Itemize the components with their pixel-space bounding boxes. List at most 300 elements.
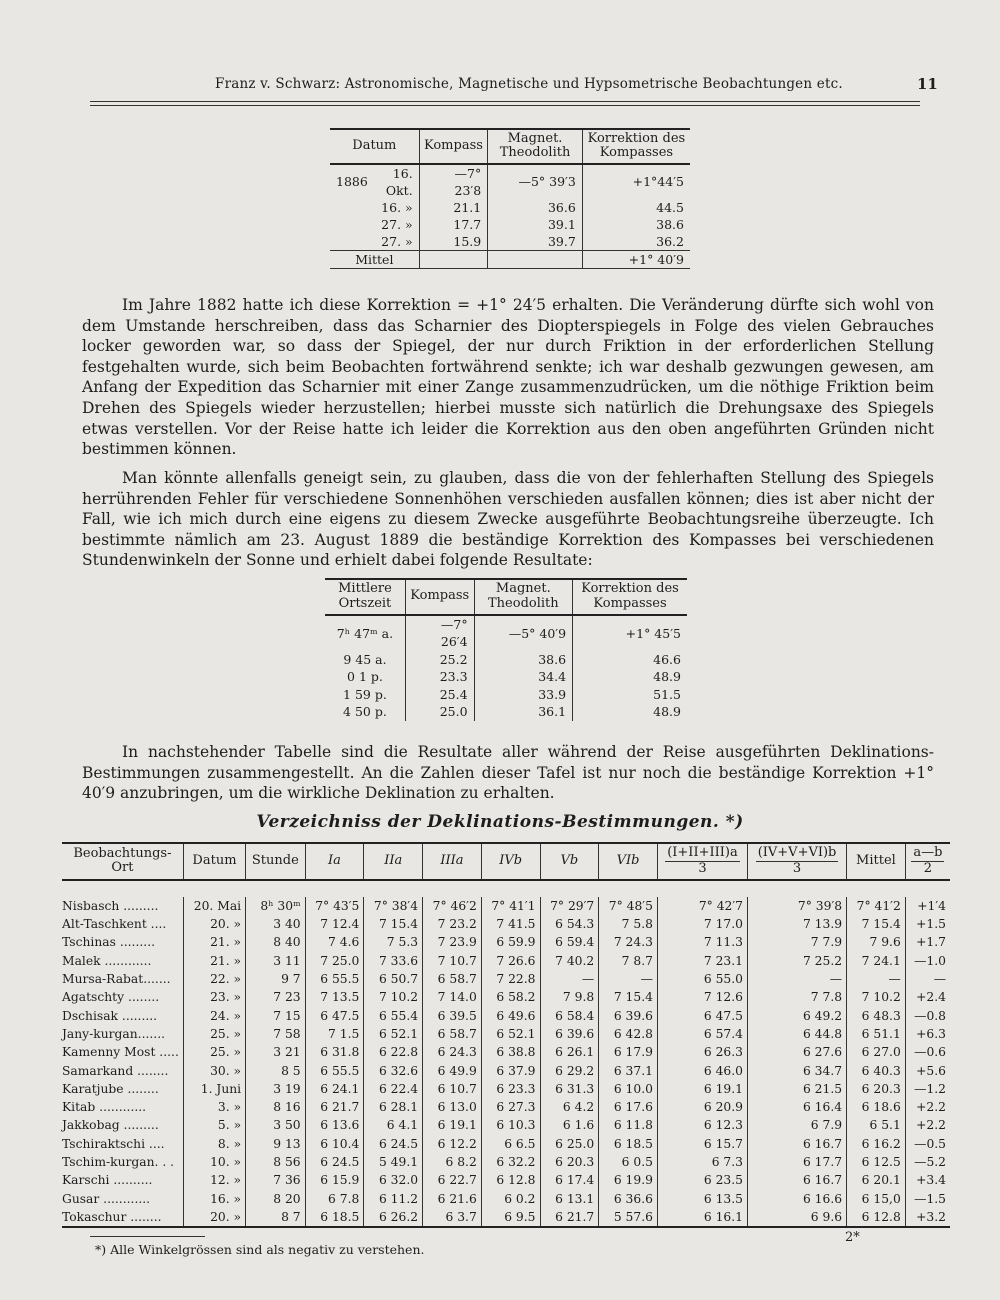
table-cell: 8ʰ 30ᵐ [246, 897, 306, 915]
table-cell: 7° 46′2 [423, 897, 482, 915]
col-stunde: Stunde [246, 843, 306, 880]
table-cell: 6 26.1 [540, 1043, 599, 1061]
col-mean-b [747, 843, 846, 880]
table-cell: — [540, 970, 599, 988]
table-cell: 6 17.6 [599, 1098, 658, 1116]
table-cell: 6 0.2 [481, 1190, 540, 1208]
table3-caption: Verzeichniss der Deklinations-Bestimmungen. *) [256, 812, 744, 832]
running-title: Franz v. Schwarz: Astronomische, Magnetische und Hypsometrische Beobachtungen etc. [215, 76, 843, 92]
table-row [330, 216, 690, 233]
table-cell: 6 19.1 [423, 1116, 482, 1134]
table-cell: 7 7.9 [747, 933, 846, 951]
table-cell: — [747, 970, 846, 988]
table-cell: 7° 29′7 [540, 897, 599, 915]
table-cell: 6 17.4 [540, 1171, 599, 1189]
table-cell: 1. Juni [183, 1080, 245, 1098]
table-cell: Malek ............ [62, 953, 152, 968]
table-cell: 6 51.1 [847, 1025, 906, 1043]
table-cell: 6 38.8 [481, 1043, 540, 1061]
table-cell: 6 58.4 [540, 1007, 599, 1025]
col-ivb: IVb [481, 843, 540, 880]
table-cell [330, 216, 374, 233]
table-cell: —5° 39′3 [488, 165, 583, 199]
col-datum: Datum [330, 129, 419, 164]
paragraph-3 [82, 742, 934, 804]
table-cell: 36.1 [474, 703, 572, 721]
paragraph-3-text: In nachstehender Tabelle sind die Resultate aller während der Reise ausgeführten Deklinations-Bestimmungen zusammengestellt. An die Zahlen dieser Tafel ist nur noch die beständige Korrektion +1° 40′9 anzubringen, um die wirkliche Deklination zu erhalten. [82, 743, 934, 803]
table-cell: 7 12.6 [657, 988, 747, 1006]
table-cell: 6 19.9 [599, 1171, 658, 1189]
col-theodolith: Magnet. Theodolith [474, 579, 572, 615]
table-cell: Jakkobag ......... [62, 1118, 159, 1133]
table-cell: 7 36 [246, 1171, 306, 1189]
table-cell: 7° 41′2 [847, 897, 906, 915]
table-cell: 6 15.9 [305, 1171, 364, 1189]
table-cell: 8 7 [246, 1208, 306, 1227]
table-cell: 7 24.3 [599, 933, 658, 951]
col-ortszeit: Mittlere Ortszeit [325, 579, 405, 615]
table-cell: 25.0 [405, 703, 474, 721]
mittel-empty-1 [419, 250, 488, 268]
table-cell: Karatjube ........ [62, 1081, 159, 1096]
col-kompass: Kompass [419, 129, 488, 164]
col-vib: VIb [599, 843, 658, 880]
table-cell: 7 7.8 [747, 988, 846, 1006]
table-cell: 7 23.2 [423, 915, 482, 933]
table-cell: 6 58.7 [423, 970, 482, 988]
table-cell: 20. » [183, 1208, 245, 1227]
table-cell: 9 7 [246, 970, 306, 988]
table-cell: Karschi .......... [62, 1173, 153, 1188]
table-cell: 6 11.2 [364, 1190, 423, 1208]
table-cell: 6 22.7 [423, 1171, 482, 1189]
table-cell: 6 24.3 [423, 1043, 482, 1061]
table-cell: 7ʰ 47ᵐ a. [336, 625, 394, 641]
table-cell: 6 37.9 [481, 1062, 540, 1080]
table-cell: 25. » [183, 1025, 245, 1043]
table-cell: 7° 43′5 [305, 897, 364, 915]
table-cell: 46.6 [573, 651, 687, 669]
page-number: 11 [917, 75, 938, 93]
table-cell: 8 56 [246, 1153, 306, 1171]
table-cell: 8 16 [246, 1098, 306, 1116]
col-vb: Vb [540, 843, 599, 880]
table-cell: 6 21.7 [540, 1208, 599, 1227]
table-cell: 3 21 [246, 1043, 306, 1061]
table-cell: 0 1 p. [347, 669, 383, 685]
table-row [325, 703, 687, 721]
table-cell: —0.5 [905, 1135, 950, 1153]
table-cell: —1.0 [905, 952, 950, 970]
table-cell: 6 9.5 [481, 1208, 540, 1227]
table-cell: 6 55.0 [657, 970, 747, 988]
table-cell: +3.2 [905, 1208, 950, 1227]
table-cell: 6 46.0 [657, 1062, 747, 1080]
table-cell [330, 199, 374, 216]
table-cell: +2.4 [905, 988, 950, 1006]
table-cell: 6 21.6 [423, 1190, 482, 1208]
table-cell: 6 26.2 [364, 1208, 423, 1227]
table-cell: 6 16.4 [747, 1098, 846, 1116]
table-cell: Kitab ............ [62, 1100, 147, 1115]
mean-b-numerator: (IV+V+VI)b [757, 845, 837, 860]
table-cell: 25.2 [405, 651, 474, 669]
table-row [62, 1025, 950, 1043]
compass-correction-table-1886 [330, 128, 690, 269]
table-cell: Alt-Taschkent .... [62, 917, 167, 932]
table-cell: Dschisak ......... [62, 1008, 158, 1023]
table-cell: 7 5.8 [599, 915, 658, 933]
table-cell: 6 22.8 [364, 1043, 423, 1061]
table-cell: 7 33.6 [364, 952, 423, 970]
table-cell: 6 26.3 [657, 1043, 747, 1061]
table-cell: 6 10.7 [423, 1080, 482, 1098]
table-cell: 6 3.7 [423, 1208, 482, 1227]
diff-denominator: 2 [923, 860, 933, 876]
table-cell: 6 20.9 [657, 1098, 747, 1116]
footnote-rule [90, 1236, 205, 1237]
table-cell: 7 24.1 [847, 952, 906, 970]
table-cell: 7 4.6 [305, 933, 364, 951]
table-row [325, 668, 687, 686]
table-cell: 6 39.5 [423, 1007, 482, 1025]
mittel-row [330, 250, 690, 268]
declination-table [62, 842, 950, 1228]
table-cell: 6 27.0 [847, 1043, 906, 1061]
col-ort: Beobachtungs-Ort [62, 843, 183, 880]
col-korrektion: Korrektion des Kompasses [573, 579, 687, 615]
table-cell: +3.4 [905, 1171, 950, 1189]
table-cell: +2.2 [905, 1116, 950, 1134]
table-row [62, 1135, 950, 1153]
table-cell: 6 21.7 [305, 1098, 364, 1116]
table-cell: 4 50 p. [343, 704, 387, 720]
table-row [62, 915, 950, 933]
mittel-empty-2 [488, 250, 583, 268]
table-cell: Samarkand ........ [62, 1063, 169, 1078]
paragraph-1-text: Im Jahre 1882 hatte ich diese Korrektion = +1° 24′5 erhalten. Die Veränderung dürfte sich wohl von dem Umstande herschreiben, dass das Scharnier des Diopterspiegels in Folge des vielen Gebrauches locker geworden war, so dass der Spiegel, der nur durch Friktion in der erforderlichen Stellung festgehalten wurde, sich beim Beobachten fortwährend senkte; ich war deshalb gezwungen gewesen, am Anfang der Expedition das Scharnier mit einer Zange zusammenzudrücken, um die nöthige Friktion beim Drehen des Spiegels wieder herzustellen; hierbei musste sich natürlich die Drehungsaxe des Spiegels etwas verstellen. Vor der Reise hatte ich leider die Korrektion aus den oben angeführten Gründen nicht bestimmen können. [82, 296, 934, 459]
table-cell: 3 11 [246, 952, 306, 970]
mittel-label: Mittel [330, 250, 419, 268]
table-cell: 20. » [183, 915, 245, 933]
table-cell: 6 13.5 [657, 1190, 747, 1208]
table-cell: 6 20.3 [540, 1153, 599, 1171]
table-cell: 6 0.5 [599, 1153, 658, 1171]
spacer-row [62, 880, 950, 897]
table-cell: Tokaschur ........ [62, 1208, 183, 1227]
table-cell: 6 10.0 [599, 1080, 658, 1098]
table-cell: 15.9 [419, 233, 488, 251]
table-cell: 8 20 [246, 1190, 306, 1208]
table-cell: 6 40.3 [847, 1062, 906, 1080]
diff-numerator: a—b [913, 845, 943, 860]
table-cell: 7 9.6 [847, 933, 906, 951]
table-cell: 6 32.0 [364, 1171, 423, 1189]
table-cell: 6 39.6 [540, 1025, 599, 1043]
table-cell: 7° 39′8 [747, 897, 846, 915]
table-cell: 7 14.0 [423, 988, 482, 1006]
table-cell: 6 34.7 [747, 1062, 846, 1080]
table2-body [325, 615, 687, 721]
table-cell: 6 12.2 [423, 1135, 482, 1153]
table-cell: 48.9 [573, 668, 687, 686]
table-cell: 7° 42′7 [657, 897, 747, 915]
table-cell: 6 39.6 [599, 1007, 658, 1025]
mittel-value: +1° 40′9 [582, 250, 690, 268]
table-cell: 17.7 [419, 216, 488, 233]
table-cell: +5.6 [905, 1062, 950, 1080]
footnote: *) Alle Winkelgrössen sind als negativ zu verstehen. [95, 1242, 425, 1257]
table-cell: 24. » [183, 1007, 245, 1025]
table-cell: 6 59.4 [540, 933, 599, 951]
table-cell: Gusar ............ [62, 1191, 151, 1206]
table-cell: 6 15.7 [657, 1135, 747, 1153]
table-cell: 7° 48′5 [599, 897, 658, 915]
table-cell: 6 27.6 [747, 1043, 846, 1061]
table-row [62, 1062, 950, 1080]
table-cell: 6 9.6 [747, 1208, 846, 1227]
table-cell: 7 22.8 [481, 970, 540, 988]
table-cell: —5.2 [905, 1153, 950, 1171]
table-cell: 7 10.2 [847, 988, 906, 1006]
mean-b-denominator: 3 [792, 860, 802, 876]
table-cell: 6 21.5 [747, 1080, 846, 1098]
table-cell: 6 12.8 [481, 1171, 540, 1189]
table-cell: +1.5 [905, 915, 950, 933]
table-cell: 6 20.3 [847, 1080, 906, 1098]
table-cell: 6 31.8 [305, 1043, 364, 1061]
table-cell: 3 50 [246, 1116, 306, 1134]
table-row [62, 897, 950, 915]
table-cell: 6 16.2 [847, 1135, 906, 1153]
table-cell: 6 13.1 [540, 1190, 599, 1208]
table-cell: 7 23.9 [423, 933, 482, 951]
table-cell: 7° 38′4 [364, 897, 423, 915]
col-iia: IIa [364, 843, 423, 880]
table-cell: —7° 23′8 [419, 165, 488, 199]
table-cell: 6 4.1 [364, 1116, 423, 1134]
table-row [330, 165, 690, 199]
table-cell: 12. » [183, 1171, 245, 1189]
table-row [62, 1043, 950, 1061]
table-cell: — [599, 970, 658, 988]
paragraph-2 [82, 468, 934, 571]
table-cell: 44.5 [582, 199, 690, 216]
table-cell: 23. » [183, 988, 245, 1006]
table-cell: 6 55.5 [305, 1062, 364, 1080]
table-cell: 6 11.8 [599, 1116, 658, 1134]
table-cell: 6 37.1 [599, 1062, 658, 1080]
table-cell: 6 12.8 [847, 1208, 906, 1227]
table-cell: 6 15,0 [847, 1190, 906, 1208]
table-cell: 36.2 [582, 233, 690, 251]
col-ia: Ia [305, 843, 364, 880]
col-theodolith: Magnet. Theodolith [488, 129, 583, 164]
table-cell: Nisbasch ......... [62, 898, 159, 913]
table-cell: 6 16.7 [747, 1171, 846, 1189]
table-cell: 6 22.4 [364, 1080, 423, 1098]
table-row [62, 1098, 950, 1116]
table-row [62, 952, 950, 970]
table-cell: —0.6 [905, 1043, 950, 1061]
table-cell: 6 55.4 [364, 1007, 423, 1025]
table-cell: 36.6 [488, 199, 583, 216]
table-cell: 20. Mai [183, 897, 245, 915]
table-cell: 6 13.6 [305, 1116, 364, 1134]
table-cell: 39.1 [488, 216, 583, 233]
table-cell: 8 5 [246, 1062, 306, 1080]
table-cell: 8 40 [246, 933, 306, 951]
table-cell: 7 40.2 [540, 952, 599, 970]
compass-correction-table-1889 [325, 578, 687, 721]
table-row [325, 651, 687, 669]
table-cell: 7 23.1 [657, 952, 747, 970]
table-cell: 6 58.7 [423, 1025, 482, 1043]
table-cell: +1′4 [905, 897, 950, 915]
table-cell: 6 7.9 [747, 1116, 846, 1134]
table-row [62, 1171, 950, 1189]
table-cell: 7 15.4 [599, 988, 658, 1006]
table-row [325, 686, 687, 704]
col-iiia: IIIa [423, 843, 482, 880]
table-cell: +2.2 [905, 1098, 950, 1116]
table-cell: 6 58.2 [481, 988, 540, 1006]
table-cell: 6 23.5 [657, 1171, 747, 1189]
table-cell: — [905, 970, 950, 988]
table-cell: 6 27.3 [481, 1098, 540, 1116]
table-cell: 7 26.6 [481, 952, 540, 970]
table-cell: 7 17.0 [657, 915, 747, 933]
col-mittel: Mittel [847, 843, 906, 880]
col-kompass: Kompass [405, 579, 474, 615]
table-cell: 5 57.6 [599, 1208, 658, 1227]
table-cell: 9 45 a. [343, 651, 387, 667]
table-cell: 6 7.8 [305, 1190, 364, 1208]
paragraph-2-text: Man könnte allenfalls geneigt sein, zu glauben, dass die von der fehlerhaften Stellung des Spiegels herrührenden Fehler für verschiedene Sonnenhöhen verschieden ausfallen können; dies ist aber nicht der Fall, wie ich mich durch eine eigens zu diesem Zwecke ausgeführte Beobachtungsreihe überzeugte. Ich bestimmte nämlich am 23. August 1889 die beständige Korrektion des Kompasses bei verschiedenen Stundenwinkeln der Sonne und erhielt dabei folgende Resultate: [82, 469, 934, 570]
table-cell: 16. Okt. [385, 165, 413, 198]
table-cell: 7 5.3 [364, 933, 423, 951]
table-cell: Tschim-kurgan. . . [62, 1155, 175, 1170]
table-cell: 7 25.2 [747, 952, 846, 970]
table-cell: 23.3 [405, 668, 474, 686]
table-row [330, 199, 690, 216]
table-cell: 6 18.6 [847, 1098, 906, 1116]
table-cell: 6 24.5 [364, 1135, 423, 1153]
table-cell: 7 58 [246, 1025, 306, 1043]
table-cell: 7 10.7 [423, 952, 482, 970]
table-cell: Tschinas ......... [62, 935, 156, 950]
table-cell: 6 20.1 [847, 1171, 906, 1189]
table-cell: 16. » [183, 1190, 245, 1208]
table-cell: 21. » [183, 933, 245, 951]
table-cell: 7 13.5 [305, 988, 364, 1006]
table-cell: 6 23.3 [481, 1080, 540, 1098]
table-cell: 6 36.6 [599, 1190, 658, 1208]
table-cell: 51.5 [573, 686, 687, 704]
table-cell: 6 16.6 [747, 1190, 846, 1208]
table-cell: —1.5 [905, 1190, 950, 1208]
table-cell: 6 12.3 [657, 1116, 747, 1134]
table-cell: 6 32.6 [364, 1062, 423, 1080]
table3-body [62, 880, 950, 1227]
table-row [62, 1080, 950, 1098]
table-cell: 6 12.5 [847, 1153, 906, 1171]
table-cell: +1°44′5 [582, 165, 690, 199]
table-cell: 6 17.9 [599, 1043, 658, 1061]
table-cell: 7 10.2 [364, 988, 423, 1006]
table-cell: 6 54.3 [540, 915, 599, 933]
table-cell: Jany-kurgan....... [62, 1026, 166, 1041]
table-cell: 25. » [183, 1043, 245, 1061]
table-cell: 6 17.7 [747, 1153, 846, 1171]
col-datum: Datum [183, 843, 245, 880]
table-cell: 6 47.5 [305, 1007, 364, 1025]
table-cell: 7 25.0 [305, 952, 364, 970]
table-cell: 6 55.5 [305, 970, 364, 988]
table-cell: 6 52.1 [364, 1025, 423, 1043]
table-cell: 6 24.5 [305, 1153, 364, 1171]
table-cell: —5° 40′9 [474, 616, 572, 651]
table-cell: 6 49.2 [747, 1007, 846, 1025]
table-cell: 6 44.8 [747, 1025, 846, 1043]
table-cell: 3. » [183, 1098, 245, 1116]
table-cell: 7° 41′1 [481, 897, 540, 915]
table-cell: 6 50.7 [364, 970, 423, 988]
table-cell: 6 48.3 [847, 1007, 906, 1025]
table-cell: 6 25.0 [540, 1135, 599, 1153]
table-cell: 1 59 p. [343, 686, 387, 702]
table-cell: 7 9.8 [540, 988, 599, 1006]
table-cell: 6 6.5 [481, 1135, 540, 1153]
table-cell: 27. » [381, 233, 413, 249]
table-cell: Mursa-Rabat....... [62, 972, 171, 987]
table-cell: 6 59.9 [481, 933, 540, 951]
table-cell: 38.6 [474, 651, 572, 669]
table-cell: 6 10.3 [481, 1116, 540, 1134]
table-cell: 6 47.5 [657, 1007, 747, 1025]
table-cell: 6 10.4 [305, 1135, 364, 1153]
table-row [62, 933, 950, 951]
table-cell: 6 57.4 [657, 1025, 747, 1043]
table-cell: +6.3 [905, 1025, 950, 1043]
table-cell: 10. » [183, 1153, 245, 1171]
table-row [330, 233, 690, 251]
table-row [62, 1007, 950, 1025]
table-cell: 7 1.5 [305, 1025, 364, 1043]
table-cell: 6 19.1 [657, 1080, 747, 1098]
table-cell: 7 13.9 [747, 915, 846, 933]
table-cell: Agatschty ........ [62, 990, 160, 1005]
table-cell: 6 49.6 [481, 1007, 540, 1025]
table-row [62, 1116, 950, 1134]
table-cell: 7 11.3 [657, 933, 747, 951]
table-cell: 3 40 [246, 915, 306, 933]
table-cell: 22. » [183, 970, 245, 988]
table-cell: 9 13 [246, 1135, 306, 1153]
mean-a-denominator: 3 [698, 860, 707, 876]
table-row [62, 988, 950, 1006]
table-cell: 8. » [183, 1135, 245, 1153]
table-cell: 30. » [183, 1062, 245, 1080]
col-mean-a [657, 843, 747, 880]
table-cell: 6 4.2 [540, 1098, 599, 1116]
spacer-cell [62, 880, 950, 897]
table-cell: 7 15.4 [364, 915, 423, 933]
table-cell: 6 7.3 [657, 1153, 747, 1171]
table-cell: 3 19 [246, 1080, 306, 1098]
table-cell: 6 29.2 [540, 1062, 599, 1080]
table-cell: 6 32.2 [481, 1153, 540, 1171]
